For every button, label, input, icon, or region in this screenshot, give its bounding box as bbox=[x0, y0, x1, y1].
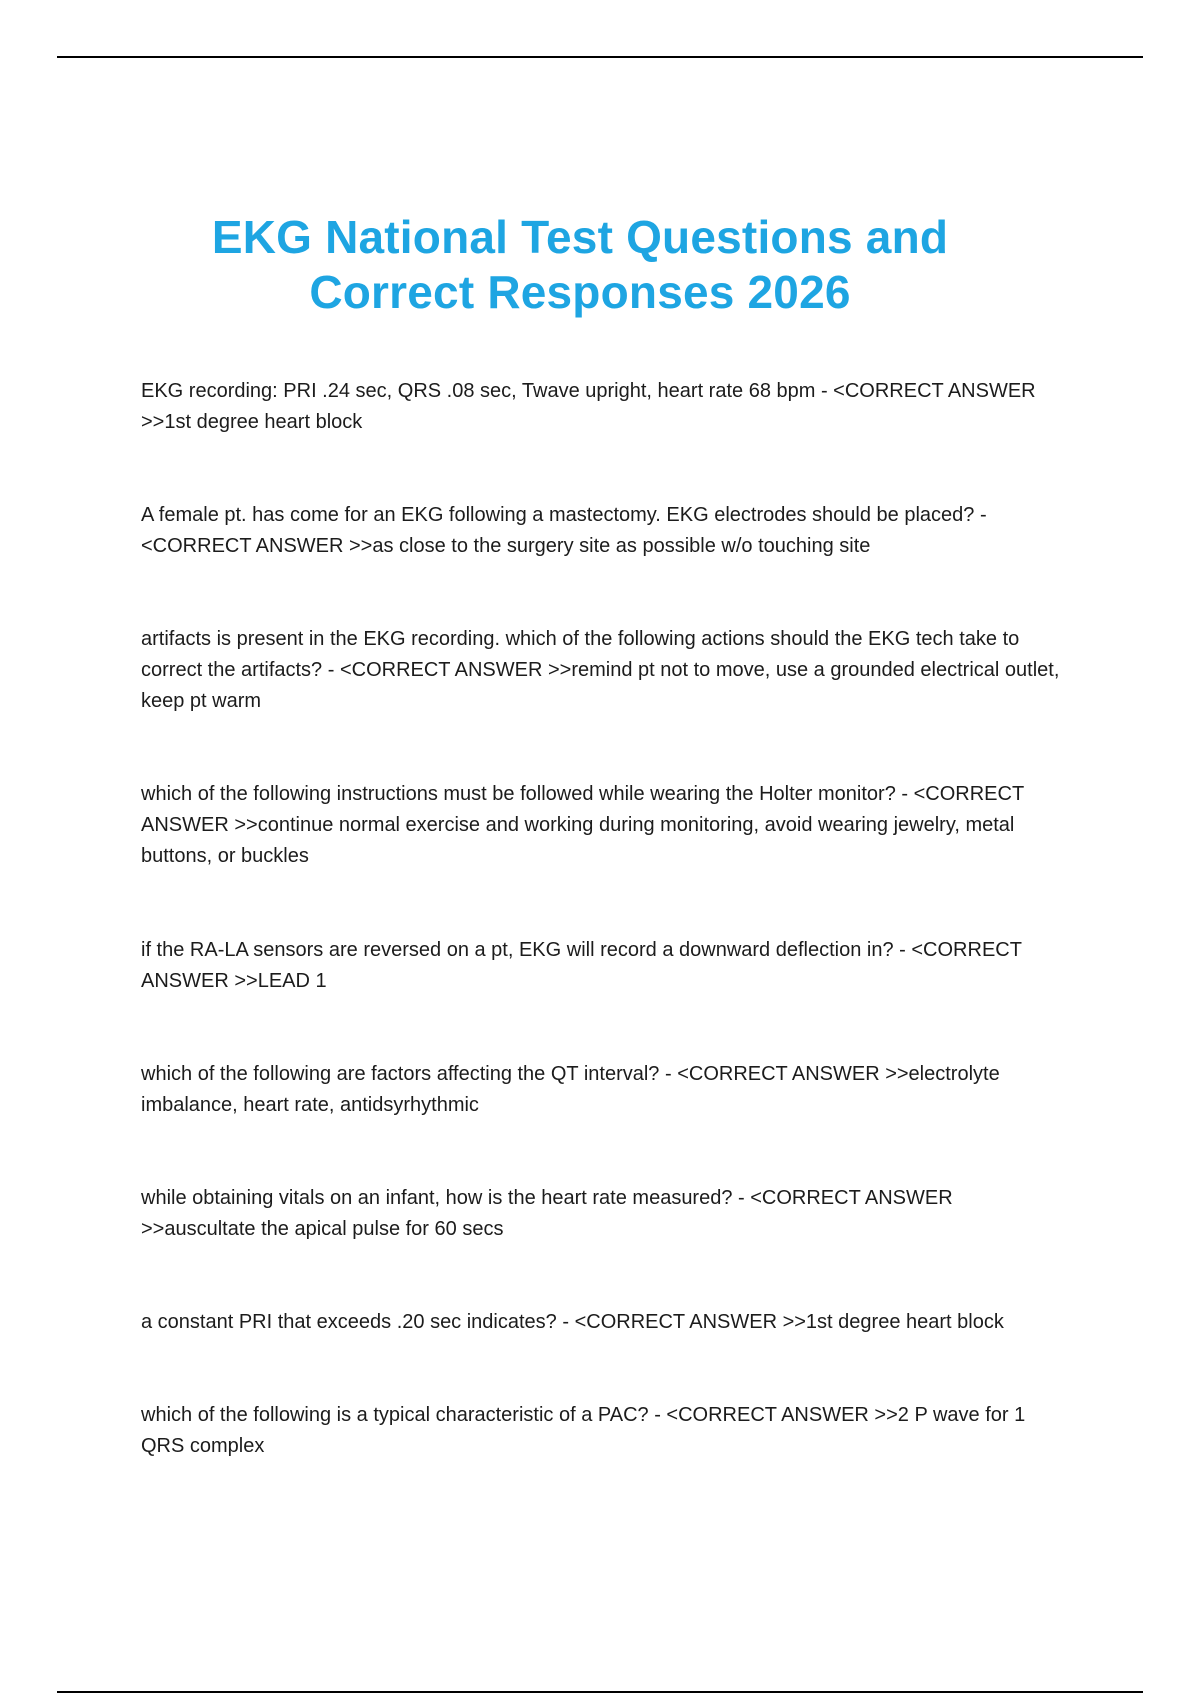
qa-item: EKG recording: PRI .24 sec, QRS .08 sec, Twave upright, heart rate 68 bpm - <CORRECT ANSWER >>1st degree heart block bbox=[141, 380, 1036, 433]
top-rule bbox=[57, 56, 1143, 58]
bottom-rule bbox=[57, 1691, 1143, 1693]
document-title bbox=[0, 210, 1160, 320]
title-line-1: EKG National Test Questions and bbox=[211, 211, 949, 263]
title-line-2: Correct Responses 2026 bbox=[309, 266, 851, 318]
qa-item: which of the following instructions must be followed while wearing the Holter monitor? - <CORRECT ANSWER >>continue normal exercise and working during monitoring, avoid wearing jewelry, metal buttons, or buckles bbox=[141, 783, 1024, 867]
qa-item: artifacts is present in the EKG recording. which of the following actions should the EKG tech take to correct the artifacts? - <CORRECT ANSWER >>remind pt not to move, use a grounded electrical outlet, keep pt warm bbox=[141, 628, 1060, 712]
qa-item: a constant PRI that exceeds .20 sec indicates? - <CORRECT ANSWER >>1st degree heart block bbox=[141, 1311, 1004, 1333]
qa-item: if the RA-LA sensors are reversed on a pt, EKG will record a downward deflection in? - <CORRECT ANSWER >>LEAD 1 bbox=[141, 939, 1022, 992]
qa-item: A female pt. has come for an EKG following a mastectomy. EKG electrodes should be placed? - <CORRECT ANSWER >>as close to the surgery site as possible w/o touching site bbox=[141, 504, 987, 557]
qa-item: which of the following are factors affecting the QT interval? - <CORRECT ANSWER >>electrolyte imbalance, heart rate, antidsyrhythmic bbox=[141, 1063, 1000, 1116]
qa-item: while obtaining vitals on an infant, how is the heart rate measured? - <CORRECT ANSWER >>auscultate the apical pulse for 60 secs bbox=[141, 1187, 953, 1240]
qa-item: which of the following is a typical characteristic of a PAC? - <CORRECT ANSWER >>2 P wave for 1 QRS complex bbox=[141, 1404, 1026, 1457]
